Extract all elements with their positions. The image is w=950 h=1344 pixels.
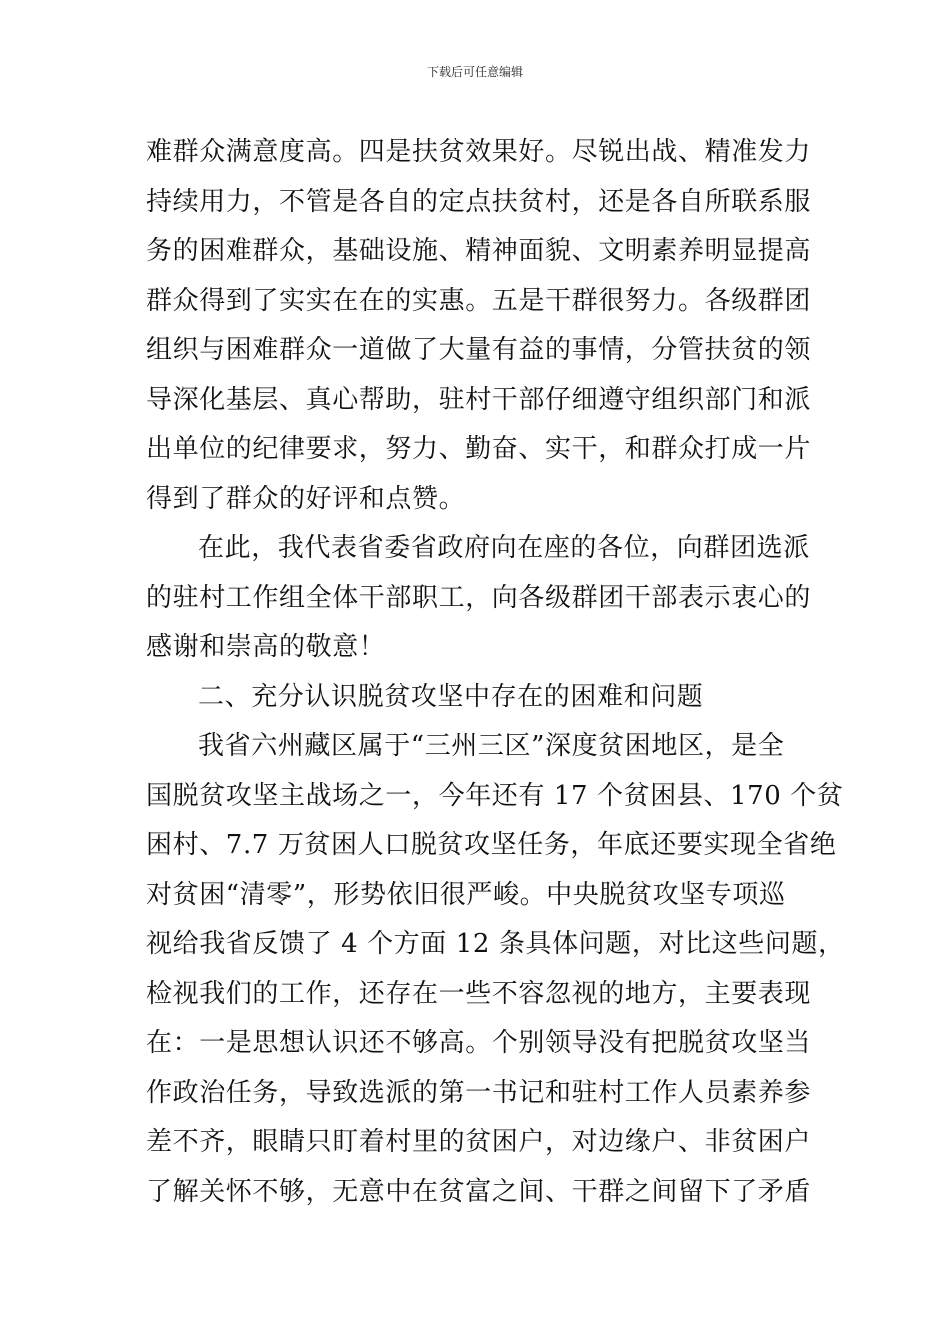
text-line: 国脱贫攻坚主战场之一，今年还有 17 个贫困县、170 个贫	[146, 780, 844, 811]
paragraph-first-line: 我省六州藏区属于“三州三区”深度贫困地区，是全	[198, 731, 785, 761]
text-line: 视给我省反馈了 4 个方面 12 条具体问题，对比这些问题，	[146, 929, 845, 959]
text-line: 差不齐，眼睛只盯着村里的贫困户，对边缘户、非贫困户	[146, 1127, 812, 1157]
text-line: 对贫困“清零”，形势依旧很严峻。中央脱贫攻坚专项巡	[146, 879, 786, 910]
text-line: 了解关怀不够，无意中在贫富之间、干群之间留下了矛盾	[146, 1176, 812, 1207]
text-line: 组织与困难群众一道做了大量有益的事情，分管扶贫的领	[146, 335, 812, 365]
text-line: 出单位的纪律要求，努力、勤奋、实干，和群众打成一片	[146, 434, 812, 464]
text-line: 务的困难群众，基础设施、精神面貌、文明素养明显提高	[146, 236, 812, 266]
text-line: 作政治任务，导致选派的第一书记和驻村工作人员素养参	[146, 1077, 812, 1108]
text-line: 群众得到了实实在在的实惠。五是干群很努力。各级群团	[146, 285, 812, 316]
page-header: 下载后可任意编辑	[426, 65, 523, 79]
paragraph-first-line: 在此，我代表省委省政府向在座的各位，向群团选派	[198, 533, 810, 563]
text-line: 的驻村工作组全体干部职工，向各级群团干部表示衷心的	[146, 582, 812, 613]
text-line: 导深化基层、真心帮助，驻村干部仔细遵守组织部门和派	[146, 384, 812, 415]
document-body	[146, 128, 845, 1217]
text-line: 持续用力，不管是各自的定点扶贫村，还是各自所联系服	[146, 186, 812, 217]
text-line: 困村、7.7 万贫困人口脱贫攻坚任务，年底还要实现全省绝	[146, 830, 837, 860]
section-heading: 二、充分认识脱贫攻坚中存在的困难和问题	[198, 681, 704, 712]
text-line: 难群众满意度高。四是扶贫效果好。尽锐出战、精准发力	[146, 137, 812, 167]
text-line: 在：一是思想认识还不够高。个别领导没有把脱贫攻坚当	[146, 1028, 812, 1058]
text-line: 感谢和崇高的敬意！	[146, 632, 386, 662]
text-line: 得到了群众的好评和点赞。	[146, 483, 466, 514]
text-line: 检视我们的工作，还存在一些不容忽视的地方，主要表现	[146, 978, 812, 1009]
